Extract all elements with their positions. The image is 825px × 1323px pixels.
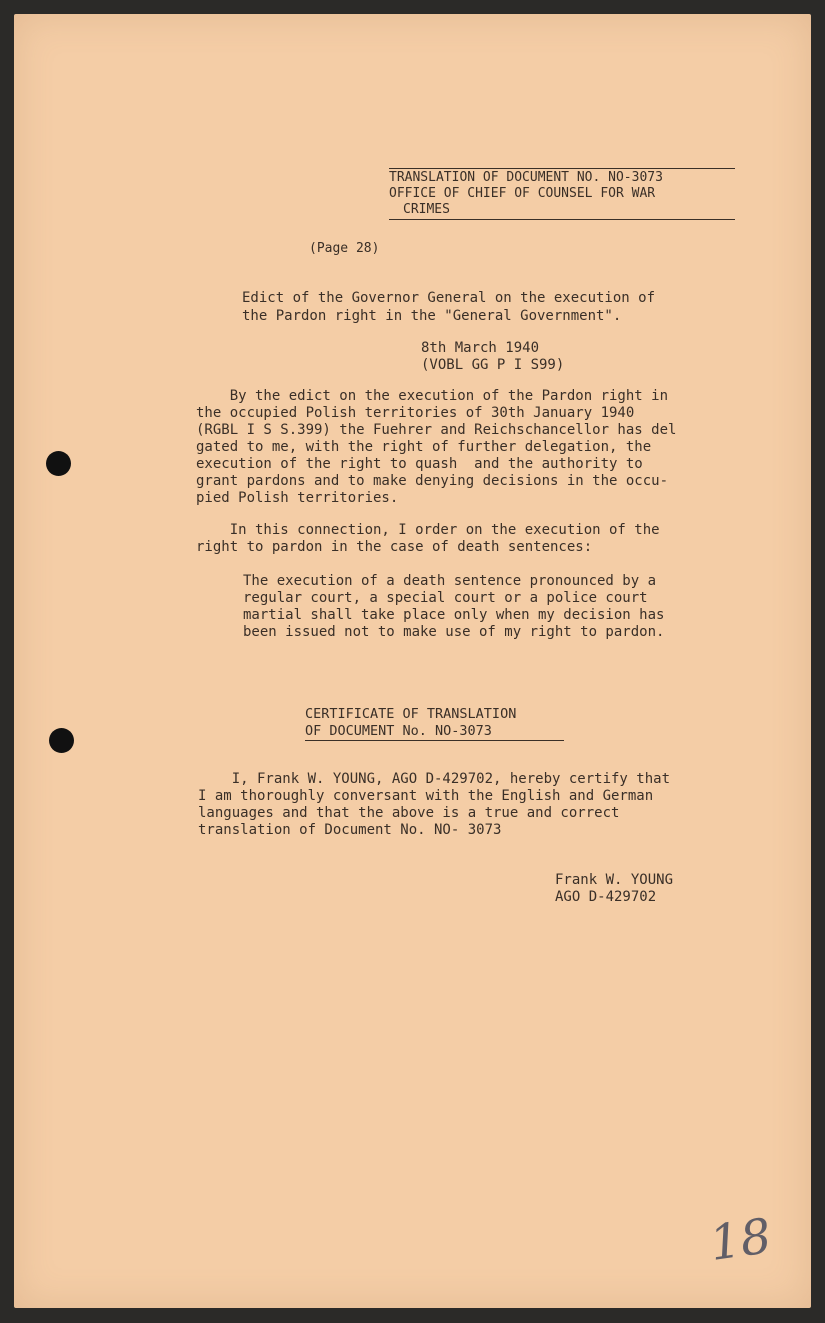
certificate-heading — [305, 706, 516, 740]
document-header — [389, 170, 663, 218]
signature-name: Frank W. YOUNG — [555, 872, 674, 888]
edict-date-block — [421, 340, 564, 374]
certificate-heading-underline — [305, 740, 564, 741]
header-line-1: TRANSLATION OF DOCUMENT NO. NO-3073 — [389, 170, 663, 185]
certificate-heading-line-2: OF DOCUMENT No. NO-3073 — [305, 723, 492, 739]
certificate-body: I, Frank W. YOUNG, AGO D-429702, hereby certify that I am thoroughly conversant with the English and German languages and that the above is a true and correct translation of Document No. NO- 3073 — [198, 771, 671, 838]
handwritten-page-number: 18 — [706, 1208, 775, 1272]
edict-date: 8th March 1940 — [421, 340, 540, 356]
header-line-3: CRIMES — [403, 202, 450, 217]
edict-order-paragraph: The execution of a death sentence pronounced by a regular court, a special court or a police court martial shall take place only when my decision has been issued not to make use of my right to pardon. — [243, 573, 665, 640]
edict-title: Edict of the Governor General on the execution of the Pardon right in the "General Government". — [242, 290, 656, 324]
signature-id: AGO D-429702 — [555, 889, 657, 905]
header-line-2: OFFICE OF CHIEF OF COUNSEL FOR WAR — [389, 186, 656, 201]
header-top-rule — [389, 168, 735, 169]
edict-body-paragraph: By the edict on the execution of the Pardon right in the occupied Polish territories of 30th January 1940 (RGBL I S S.399) the Fuehrer and Reichschancellor has del gated to me, with the right of further delegation, the execution of the right to quash and the authority to grant pardons and to make denying decisions in the occu- pied Polish territories. — [196, 388, 677, 506]
certificate-heading-line-1: CERTIFICATE OF TRANSLATION — [305, 706, 517, 722]
page-reference: (Page 28) — [309, 241, 380, 256]
signature-block — [555, 872, 673, 906]
edict-reference: (VOBL GG P I S99) — [421, 357, 565, 373]
punch-hole-top — [46, 451, 71, 476]
punch-hole-bottom — [49, 728, 74, 753]
edict-connection-paragraph: In this connection, I order on the execution of the right to pardon in the case of death sentences: — [196, 522, 660, 555]
header-bottom-rule — [389, 219, 735, 220]
